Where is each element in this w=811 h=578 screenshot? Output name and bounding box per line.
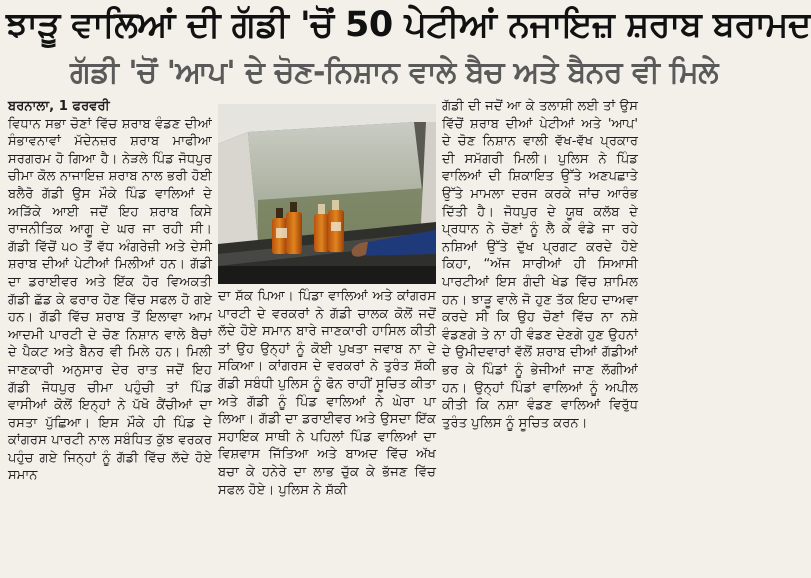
article-column-1-text: ਵਿਧਾਨ ਸਭਾ ਚੋਣਾਂ ਵਿੱਚ ਸ਼ਰਾਬ ਵੰਡਣ ਦੀਆਂ ਸੰਭਾਵਨਾਵਾਂ ਮੱਦੇਨਜ਼ਰ ਸ਼ਰਾਬ ਮਾਫੀਆ ਸਰਗਰਮ ਹੋ ਗਿਆ ਹੈ। ਨੇੜਲੇ ਪਿੰਡ ਜੋਧਪੁਰ ਚੀਮਾ ਕੋਲ ਨਾਜਾਇਜ਼ ਸ਼ਰਾਬ ਨਾਲ ਭਰੀ ਹੋਈ ਬਲੈਰੋ ਗੱਡੀ ਉਸ ਮੌਕੇ ਪਿੰਡ ਵਾਲਿਆਂ ਦੇ ਅੜਿੱਕੇ ਆਈ ਜਦੋਂ ਇਹ ਸ਼ਰਾਬ ਕਿਸੇ ਰਾਜਨੀਤਿਕ ਆਗੂ ਦੇ ਘਰ ਜਾ ਰਹੀ ਸੀ। ਗੱਡੀ ਵਿੱਚੋਂ ੫੦ ਤੋਂ ਵੱਧ ਅੰਗਰੇਜ਼ੀ ਅਤੇ ਦੇਸੀ ਸ਼ਰਾਬ ਦੀਆਂ ਪੇਟੀਆਂ ਮਿਲੀਆਂ ਹਨ। ਗੱਡੀ ਦਾ ਡਰਾਈਵਰ ਅਤੇ ਇੱਕ ਹੋਰ ਵਿਅਕਤੀ ਗੱਡੀ ਛੱਡ ਕੇ ਫਰਾਰ ਹੋਣ ਵਿੱਚ ਸਫਲ ਹੋ ਗਏ ਹਨ। ਗੱਡੀ ਵਿੱਚ ਸ਼ਰਾਬ ਤੋਂ ਇਲਾਵਾ ਆਮ ਆਦਮੀ ਪਾਰਟੀ ਦੇ ਚੋਣ ਨਿਸ਼ਾਨ ਵਾਲੇ ਬੈਚਾਂ ਦੇ ਪੈਕਟ ਅਤੇ ਬੈਨਰ ਵੀ ਮਿਲੇ ਹਨ। ਮਿਲੀ ਜਾਣਕਾਰੀ ਅਨੁਸਾਰ ਦੇਰ ਰਾਤ ਜਦੋਂ ਇਹ ਗੱਡੀ ਜੋਧਪੁਰ ਚੀਮਾ ਪਹੁੰਚੀ ਤਾਂ ਪਿੰਡ ਵਾਸੀਆਂ ਕੋਲੋਂ ਇਨ੍ਹਾਂ ਨੇ ਪੱਖੋ ਕੈਂਚੀਆਂ ਦਾ ਰਸਤਾ ਪੁੱਛਿਆ। ਇਸ ਮੌਕੇ ਹੀ ਪਿੰਡ ਦੇ ਕਾਂਗਰਸ ਪਾਰਟੀ ਨਾਲ ਸਬੰਧਿਤ ਕੁੱਝ ਵਰਕਰ ਪਹੁੰਚ ਗਏ ਜਿਨ੍ਹਾਂ ਨੂੰ ਗੱਡੀ ਵਿੱਚ ਲੱਦੇ ਹੋਏ ਸਮਾਨ: [8, 116, 212, 484]
headline: ਝਾੜੂ ਵਾਲਿਆਂ ਦੀ ਗੱਡੀ 'ਚੋਂ 50 ਪੇਟੀਆਂ ਨਜਾਇਜ਼ ਸ਼ਰਾਬ ਬਰਾਮਦ: [6, 5, 811, 45]
subheadline: ਗੱਡੀ 'ਚੋਂ 'ਆਪ' ਦੇ ਚੋਣ-ਨਿਸ਼ਾਨ ਵਾਲੇ ਬੈਚ ਅਤੇ ਬੈਨਰ ਵੀ ਮਿਲੇ: [70, 55, 719, 90]
dateline: ਬਰਨਾਲਾ, 1 ਫਰਵਰੀ: [8, 99, 110, 114]
photo-liquor-bottles-in-vehicle: [218, 104, 436, 284]
article-column-2: [218, 288, 436, 574]
article-column-3: [442, 98, 638, 574]
article-column-1: [8, 98, 212, 574]
article-column-2-text: ਦਾ ਸ਼ੱਕ ਪਿਆ। ਪਿੰਡਾ ਵਾਲਿਆਂ ਅਤੇ ਕਾਂਗਰਸ ਪਾਰਟੀ ਦੇ ਵਰਕਰਾਂ ਨੇ ਗੱਡੀ ਚਾਲਕ ਕੋਲੋਂ ਜਦੋਂ ਲੱਦੇ ਹੋਏ ਸਮਾਨ ਬਾਰੇ ਜਾਣਕਾਰੀ ਹਾਸਿਲ ਕੀਤੀ ਤਾਂ ਉਹ ਉਨ੍ਹਾਂ ਨੂੰ ਕੋਈ ਪੁਖਤਾ ਜਵਾਬ ਨਾ ਦੇ ਸਕਿਆ। ਕਾਂਗਰਸ ਦੇ ਵਰਕਰਾਂ ਨੇ ਤੁਰੰਤ ਸ਼ੱਕੀ ਗੱਡੀ ਸਬੰਧੀ ਪੁਲਿਸ ਨੂੰ ਫੋਨ ਰਾਹੀਂ ਸੂਚਿਤ ਕੀਤਾ ਅਤੇ ਗੱਡੀ ਨੂੰ ਪਿੰਡ ਵਾਲਿਆਂ ਨੇ ਘੇਰਾ ਪਾ ਲਿਆ। ਗੱਡੀ ਦਾ ਡਰਾਈਵਰ ਅਤੇ ਉਸਦਾ ਇੱਕ ਸਹਾਇਕ ਸਾਥੀ ਨੇ ਪਹਿਲਾਂ ਪਿੰਡ ਵਾਲਿਆਂ ਦਾ ਵਿਸ਼ਵਾਸ ਜਿੱਤਿਆ ਅਤੇ ਬਾਅਦ ਵਿੱਚ ਅੱਖ ਬਚਾ ਕੇ ਹਨੇਰੇ ਦਾ ਲਾਭ ਚੁੱਕ ਕੇ ਭੱਜਣ ਵਿੱਚ ਸਫਲ ਹੋਏ। ਪੁਲਿਸ ਨੇ ਸ਼ੱਕੀ: [218, 289, 436, 498]
article-column-3-text: ਗੱਡੀ ਦੀ ਜਦੋਂ ਆ ਕੇ ਤਲਾਸ਼ੀ ਲਈ ਤਾਂ ਉਸ ਵਿੱਚੋਂ ਸ਼ਰਾਬ ਦੀਆਂ ਪੇਟੀਆਂ ਅਤੇ 'ਆਪ' ਦੇ ਚੋਣ ਨਿਸ਼ਾਨ ਵਾਲੀ ਵੱਖ-ਵੱਖ ਪ੍ਰਕਾਰ ਦੀ ਸਮੱਗਰੀ ਮਿਲੀ। ਪੁਲਿਸ ਨੇ ਪਿੰਡ ਵਾਲਿਆਂ ਦੀ ਸ਼ਿਕਾਇਤ ਉੱਤੇ ਅਣਪਛਾਤੇ ਉੱਤੇ ਮਾਮਲਾ ਦਰਜ ਕਰਕੇ ਜਾਂਚ ਆਰੰਭ ਦਿੱਤੀ ਹੈ। ਜੋਧਪੁਰ ਦੇ ਯੂਥ ਕਲੱਬ ਦੇ ਪ੍ਰਧਾਨ ਨੇ ਚੋਣਾਂ ਨੂੰ ਲੈ ਕੇ ਵੰਡੇ ਜਾ ਰਹੇ ਨਸ਼ਿਆਂ ਉੱਤੇ ਦੁੱਖ ਪ੍ਰਗਟ ਕਰਦੇ ਹੋਏ ਕਿਹਾ, “ਅੱਜ ਸਾਰੀਆਂ ਹੀ ਸਿਆਸੀ ਪਾਰਟੀਆਂ ਇਸ ਗੰਦੀ ਖੇਡ ਵਿੱਚ ਸ਼ਾਮਿਲ ਹਨ। ਝਾੜੂ ਵਾਲੇ ਜੋ ਹੁਣ ਤੱਕ ਇਹ ਦਾਅਵਾ ਕਰਦੇ ਸੀ ਕਿ ਉਹ ਚੋਣਾਂ ਵਿੱਚ ਨਾ ਨਸ਼ੇ ਵੰਡਣਗੇ ਤੇ ਨਾ ਹੀ ਵੰਡਣ ਦੇਣਗੇ ਹੁਣ ਉਹਨਾਂ ਦੇ ਉਮੀਦਵਾਰਾਂ ਵੱਲੋਂ ਸ਼ਰਾਬ ਦੀਆਂ ਗੱਡੀਆਂ ਭਰ ਕੇ ਪਿੰਡਾਂ ਨੂੰ ਭੇਜੀਆਂ ਜਾਣ ਲੱਗੀਆਂ ਹਨ। ਉਨ੍ਹਾਂ ਪਿੰਡਾਂ ਵਾਲਿਆਂ ਨੂੰ ਅਪੀਲ ਕੀਤੀ ਕਿ ਨਸ਼ਾ ਵੰਡਣ ਵਾਲਿਆਂ ਵਿਰੁੱਧ ਤੁਰੰਤ ਪੁਲਿਸ ਨੂੰ ਸੂਚਿਤ ਕਰਨ।: [442, 99, 638, 431]
news-photo: [218, 104, 436, 284]
